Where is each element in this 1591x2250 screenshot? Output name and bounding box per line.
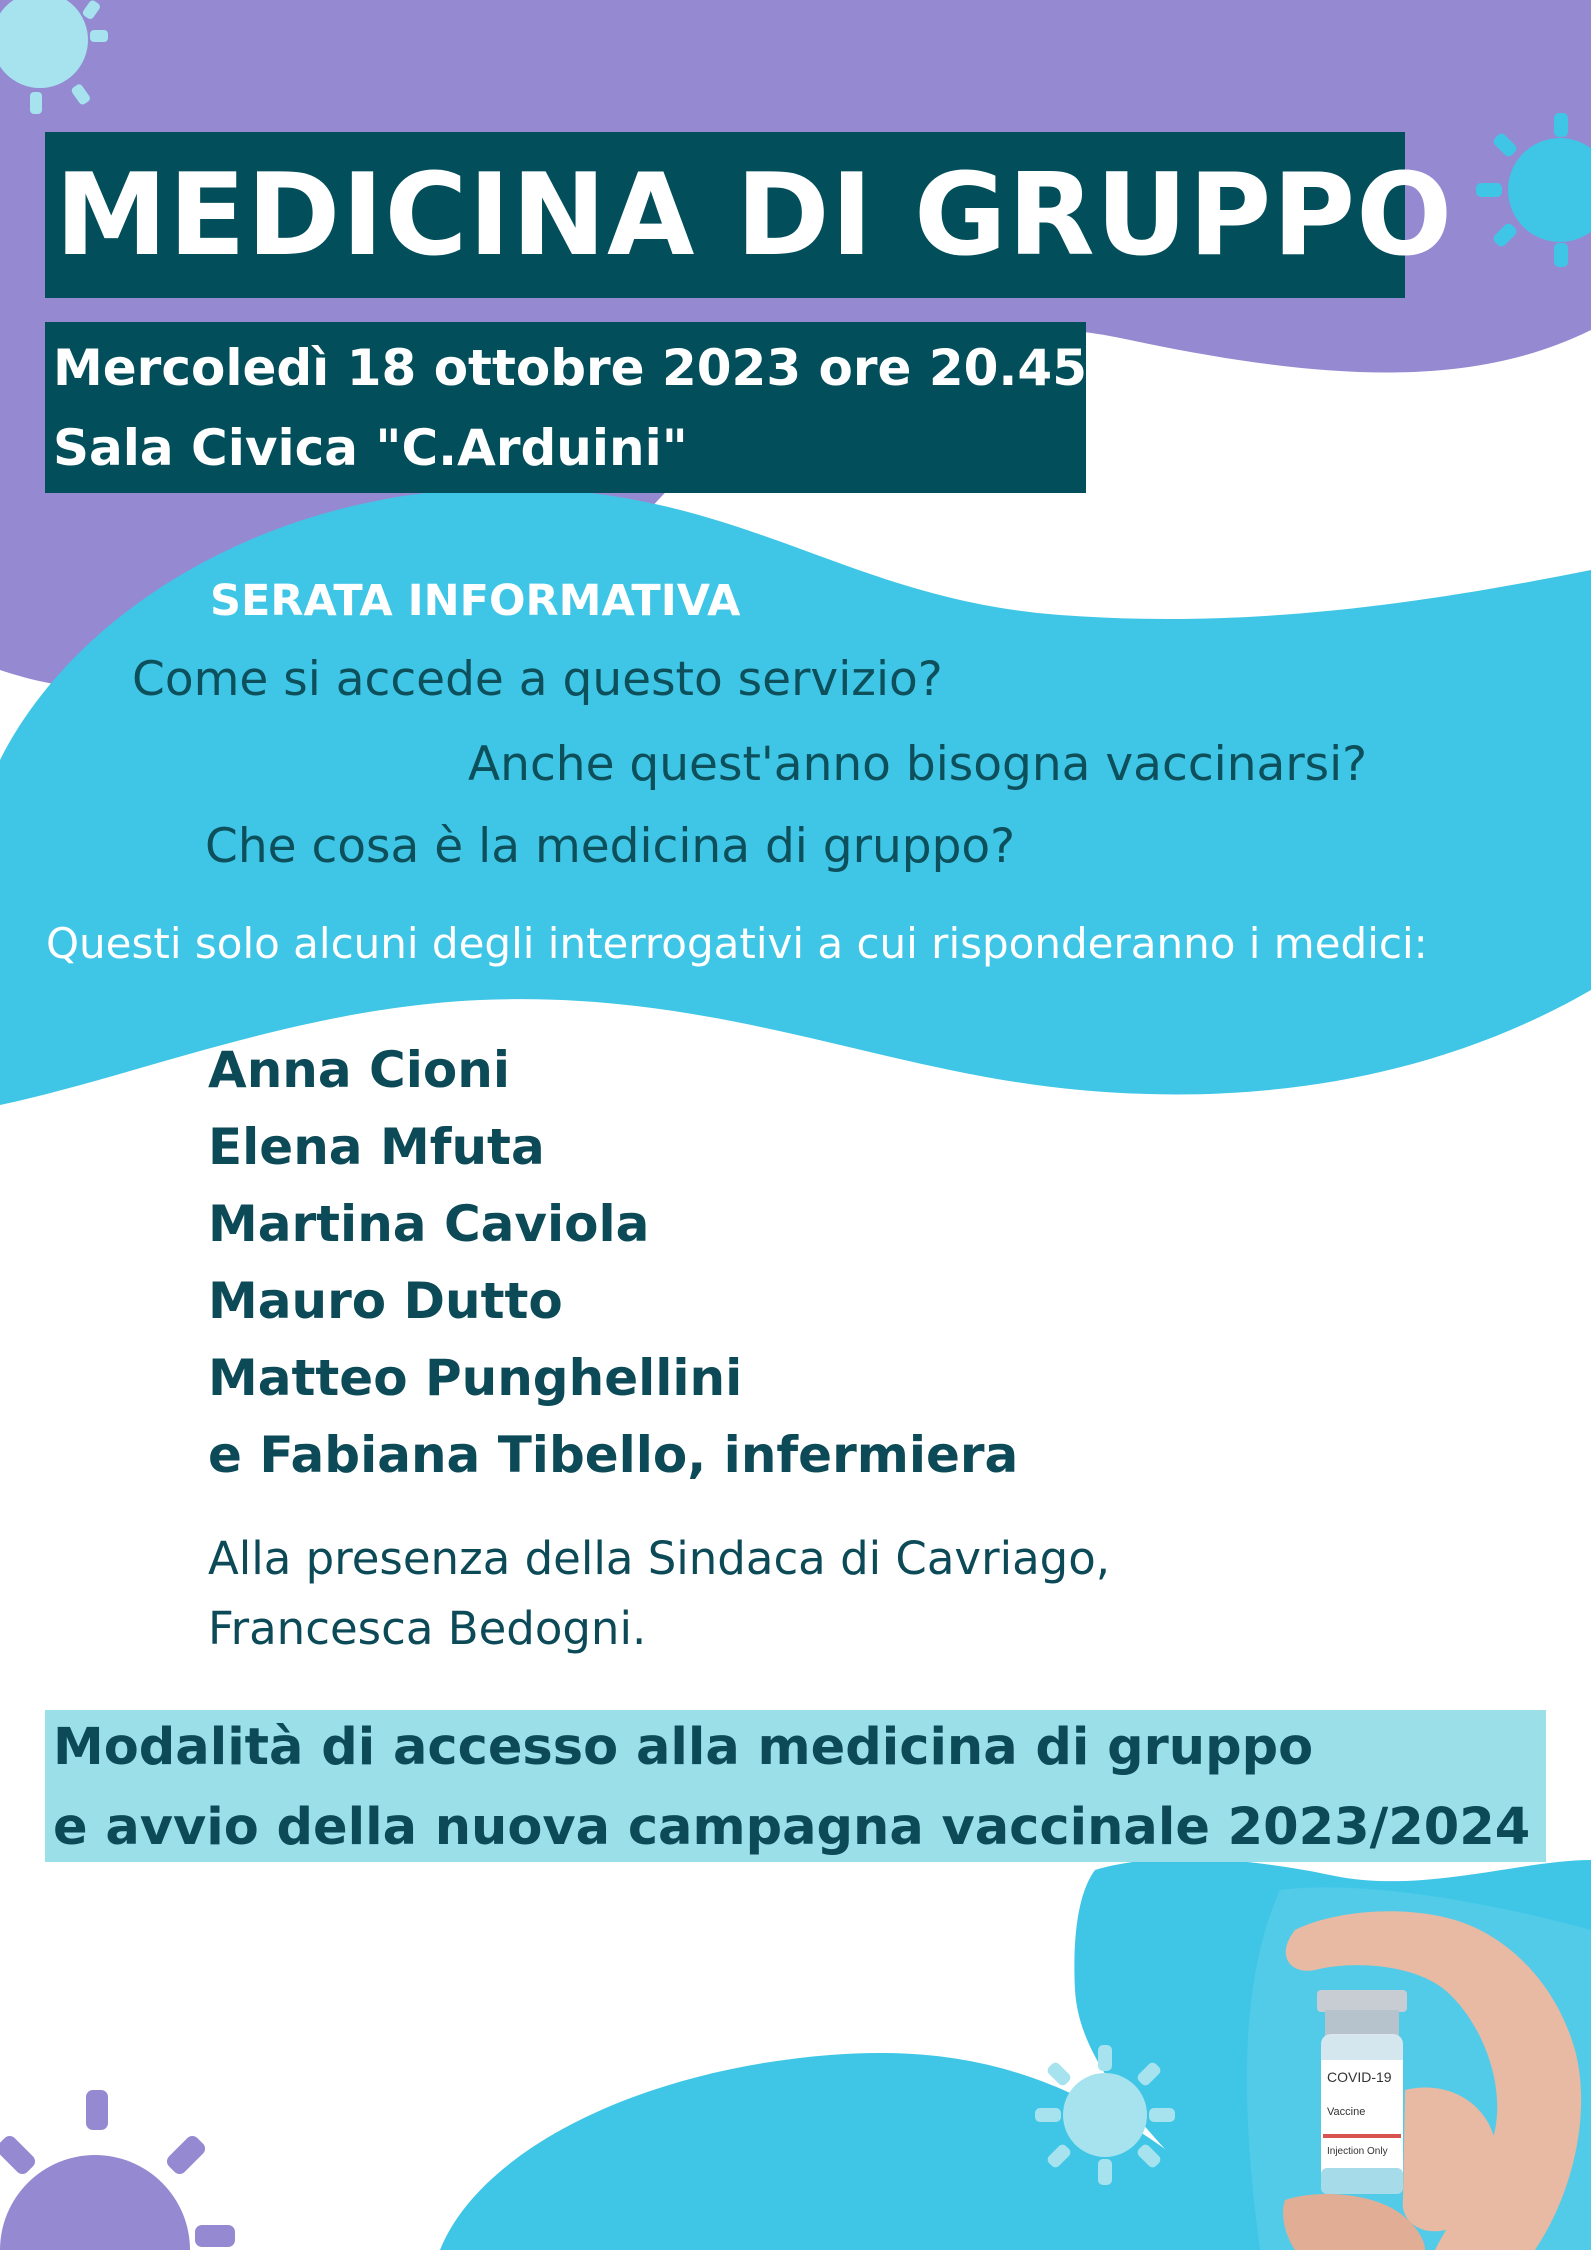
virus-icon [1030,2040,1180,2190]
vaccine-vial-hand-icon [1255,1900,1591,2250]
vial-brand: COVID-19 [1327,2069,1392,2085]
doctor-name: Matteo Punghellini [208,1349,743,1407]
vial-name: Vaccine [1327,2106,1366,2118]
question-3: Che cosa è la medicina di gruppo? [205,819,1016,874]
doctor-name: Anna Cioni [208,1041,510,1099]
event-venue: Sala Civica "C.Arduini" [53,419,688,477]
virus-icon [0,2085,240,2250]
presence-line-1: Alla presenza della Sindaca di Cavriago, [208,1532,1111,1585]
event-date: Mercoledì 18 ottobre 2023 ore 20.45 [53,339,1088,397]
question-1: Come si accede a questo servizio? [132,652,943,707]
question-2: Anche quest'anno bisogna vaccinarsi? [468,737,1368,792]
footer-line-1: Modalità di accesso alla medicina di gruppo [53,1718,1314,1777]
virus-icon [0,0,120,130]
doctor-name: Mauro Dutto [208,1272,563,1330]
footer-line-2: e avvio della nuova campagna vaccinale 2023/2024 [53,1798,1531,1857]
vial-note: Injection Only [1327,2146,1388,2157]
presence-line-2: Francesca Bedogni. [208,1602,647,1655]
info-label: SERATA INFORMATIVA [210,576,741,626]
nurse-name: e Fabiana Tibello, infermiera [208,1426,1019,1484]
doctor-name: Elena Mfuta [208,1118,545,1176]
doctor-name: Martina Caviola [208,1195,650,1253]
intro-text: Questi solo alcuni degli interrogativi a cui risponderanno i medici: [46,919,1428,968]
virus-icon [1470,105,1591,275]
page-title: MEDICINA DI GRUPPO [55,149,1454,281]
